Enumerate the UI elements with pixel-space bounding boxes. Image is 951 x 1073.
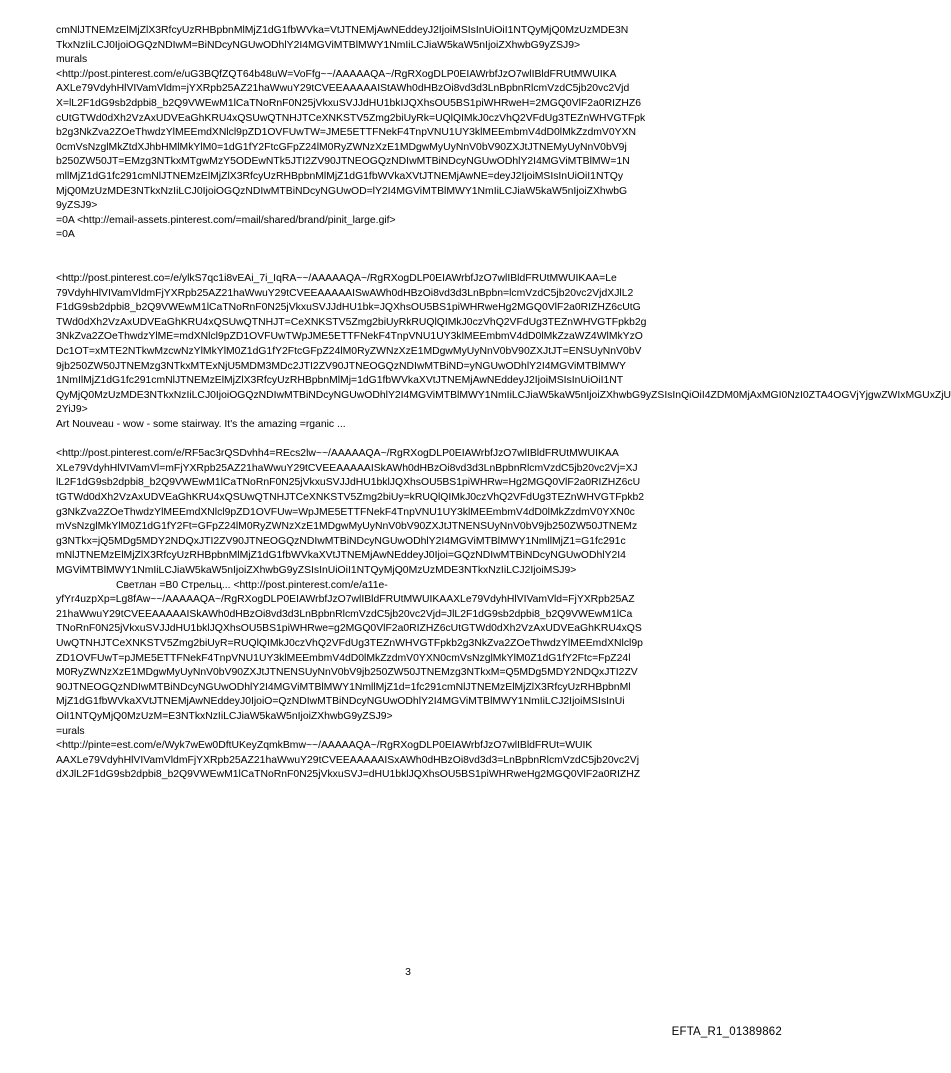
text-line: g3NkZva2ZOeThwdzYlMEEmdXNlcl9pZD1OVFUw=WpJME5ETTFNekF4TnpVNU1UY3klMEEmbmV4dD0lMkZzdmV0YXN0c [56, 506, 635, 518]
text-line: MGViMTBlMWY1NmIiLCJiaW5kaW5nIjoiZXhwbG9yZSIsInUiOiI1NTQyMjQ0MzUzMDE3NTkxNzIiLCJ2IjoiMSJ9> [56, 564, 577, 576]
text-line: yfYr4uzpXp=Lg8fAw~~/AAAAAQA~/RgRXogDLP0EIAWrbfJzO7wlIBldFRUtMWUIKAAXLe79VdyhHlVIVamVld=FjYXRpb25AZ [56, 594, 635, 606]
text-line: TNoRnF0N25jVkxuSVJJdHU1bklJQXhsOU5BS1piWHRwe=g2MGQ0VlF2a0RIZHZ6cUtGTWd0dXh2VzAxUDVEaGhKRU4xQS [56, 623, 642, 635]
text-line: mVsNzglMkYlM0Z1dG1fY2Ft=GFpZ24lM0RyZWNzXzE1MDgwMyUyNnV0bV90ZXJtJTNENSUyNnV0bV9jb250ZW50JTNEMz [56, 521, 638, 533]
text-line: 90JTNEOGQzNDIwMTBiNDcyNGUwODhlY2I4MGViMTBlMWY1NmllMjZ1d=1fc291cmNlJTNEMzElMjZlX3RfcyUzRHBpbnMl [56, 681, 631, 693]
text-line: <http://post.pinterest.com/e/RF5ac3rQSDvhh4=REcs2lw~~/AAAAAQA~/RgRXogDLP0EIAWrbfJzO7wlIBldFRUtMWUIKAA [56, 448, 619, 460]
text-line: M0RyZWNzXzE1MDgwMyUyNnV0bV90ZXJtJTNENSUyNnV0bV9jb250ZW50JTNEMzg3NTkxM=Q5MDg5MDY2NDQxJTI2ZV [56, 667, 638, 679]
text-line: cUtGTWd0dXh2VzAxUDVEaGhKRU4xQSUwQTNHJTCeXNKSTV5Zmg2biUyRk=UQlQIMkJ0czVhQ2VFdUg3TEZnWHVGTFpk [56, 112, 646, 124]
text-line: X=lL2F1dG9sb2dpbi8_b2Q9VWEwM1lCaTNoRnF0N25jVkxuSVJJdHU1bkIJQXhsOU5BS1piWHRweH=2MGQ0VlF2a0RIZHZ6 [56, 97, 641, 109]
email-text-block-1 [56, 24, 766, 243]
text-line: 9jb250ZW50JTNEMzg3NTkxMTExNjU5MDM3MDc2JTI2ZV90JTNEOGQzNDIwMTBiND=yNGUwODhlY2I4MGViMTBlMWY [56, 360, 626, 372]
text-line: mNlJTNEMzElMjZlX3RfcyUzRHBpbnMlMjZ1dG1fbWVkaXVtJTNEMjAwNEddeyJ0Ijoi=GQzNDIwMTBiNDcyNGUwODhlY2I4 [56, 550, 626, 562]
indented-link-line: Светлан =B0 Стрельц... <http://post.pinterest.com/e/a11e- [116, 579, 388, 591]
text-line: 21haWwuY29tCVEEAAAAAISkAWh0dHBzOi8vd3d3LnBpbnRlcmVzdC5jb20vc2Vjd=JlL2F1dG9sb2dpbi8_b2Q9VWEwM1lCa [56, 608, 633, 620]
page-number: 3 [405, 967, 411, 978]
text-line: 1NmIlMjZ1dG1fc291cmNlJTNEMzElMjZlX3RfcyUzRHBpbnMlMj=1dG1fbWVkaXVtJTNEMjAwNEddeyJ2IjoiMSIsInUiOiI1NT [56, 375, 624, 387]
text-line: 0cmVsNzglMkZtdXJhbHMlMkYlM0=1dG1fY2FtcGFpZ24lM0RyZWNzXzE1MDgwMyUyNnV0bV90ZXJtJTNEMyUyNnV0bV9j [56, 141, 627, 153]
text-line: QyMjQ0MzUzMDE3NTkxNzIiLCJ0IjoiOGQzNDIwMTBiNDcyNGUwODhlY2I4MGViMTBlMWY1NmIiLCJiaW5kaW5nIjoiZXhwbG9yZSIsInQiOiI4ZDM0MjAxMGI0NzI0ZTA4OGVjYjgwZWIxMGUxZjU [56, 389, 951, 401]
text-line: TWd0dXh2VzAxUDVEaGhKRU4xQSUwQTNHJT=CeXNKSTV5Zmg2biUyRkRUQlQIMkJ0czVhQ2VFdUg3TEZnWHVGTFpkb2g [56, 316, 647, 328]
blank-gap [56, 433, 766, 448]
text-line: <http://post.pinterest.co=/e/ylkS7qc1i8vEAi_7i_IqRA~~/AAAAAQA~/RgRXogDLP0EIAWrbfJzO7wlIBldFRUtMWUIKAA=Le [56, 273, 617, 285]
text-line: 2YiJ9> [56, 404, 88, 416]
text-line: murals [56, 54, 88, 66]
text-line: b2g3NkZva2ZOeThwdzYlMEEmdXNlcl9pZD1OVFUwTW=JME5ETTFNekF4TnpVNU1UY3klMEEmbmV4dD0lMkZzdmV0YXN [56, 127, 636, 139]
text-line: tGTWd0dXh2VzAxUDVEaGhKRU4xQSUwQTNHJTCeXNKSTV5Zmg2biUy=kRUQlQIMkJ0czVhQ2VFdUg3TEZnWHVGTFpkb2 [56, 492, 645, 503]
text-line: mllMjZ1dG1fc291cmNlJTNEMzElMjZlX3RfcyUzRHBpbnMlMjZ1dG1fbWVkaXVtJTNEMjAwNE=deyJ2IjoiMSIsInUiOiI1NTQy [56, 170, 624, 182]
text-line: OiI1NTQyMjQ0MzUzM=E3NTkxNzIiLCJiaW5kaW5nIjoiZXhwbG9yZSJ9> [56, 710, 393, 722]
text-line: ZD1OVFUwT=pJME5ETTFNekF4TnpVNU1UY3klMEEmbmV4dD0lMkZzdmV0YXN0cmVsNzglMkYlM0Z1dG1fY2Ftc=FpZ24l [56, 652, 631, 664]
email-text-block-4 [56, 593, 766, 783]
text-line: g3NTkx=jQ5MDg5MDY2NDQxJTI2ZV90JTNEOGQzNDIwMTBiNDcyNGUwODhlY2I4MGViMTBlMWY1NmllMjZ1=G1fc291c [56, 535, 626, 547]
text-line: MjZ1dG1fbWVkaXVtJTNEMjAwNEddeyJ0IjoiO=QzNDIwMTBiNDcyNGUwODhlY2I4MGViMTBlMWY1NmIiLCJ2IjoiMSIsInUi [56, 696, 625, 708]
text-line: 79VdyhHlVIVamVldmFjYXRpb25AZ21haWwuY29tCVEEAAAAAISwAWh0dHBzOi8vd3d3LnBpbn=lcmVzdC5jb20vc2VjdXJlL2 [56, 287, 634, 299]
text-line: b250ZW50JT=EMzg3NTkxMTgwMzY5ODEwNTk5JTI2ZV90JTNEOGQzNDIwMTBiNDcyNGUwODhlY2I4MGViMTBlMW=1N [56, 156, 630, 168]
text-line: Art Nouveau - wow - some stairway. It's the amazing =rganic ... [56, 419, 346, 431]
text-line: TkxNzIiLCJ0IjoiOGQzNDIwM=BiNDcyNGUwODhlY2I4MGViMTBlMWY1NmIiLCJiaW5kaW5nIjoiZXhwbG9yZSJ9> [56, 39, 581, 51]
text-line: Dc1OT=xMTE2NTkwMzcwNzYlMkYlM0Z1dG1fY2FtcGFpZ24lM0RyZWNzXzE1MDgwMyUyNnV0bV90ZXJtJT=ENSUyNnV0bV [56, 346, 642, 358]
text-line: <http://post.pinterest.com/e/uG3BQfZQT64b48uW=VoFfg~~/AAAAAQA~/RgRXogDLP0EIAWrbfJzO7wlIBldFRUtMWUIKA [56, 68, 617, 80]
text-line: dXJlL2F1dG9sb2dpbi8_b2Q9VWEwM1lCaTNoRnF0N25jVkxuSVJ=dHU1bklJQXhsOU5BS1piWHRweHg2MGQ0VlF2a0RIZHZ [56, 769, 641, 781]
text-line: =0A <http://email-assets.pinterest.com/=mail/shared/brand/pinit_large.gif> [56, 214, 396, 226]
text-line: AAXLe79VdyhHlVIVamVldmFjYXRpb25AZ21haWwuY29tCVEEAAAAAISxAWh0dHBzOi8vd3d3=LnBpbnRlcmVzdC5jb20vc2Vj [56, 754, 640, 766]
text-line: F1dG9sb2dpbi8_b2Q9VWEwM1lCaTNoRnF0N25jVkxuSVJJdHU1bk=JQXhsOU5BS1piWHRweHg2MGQ0VlF2a0RIZHZ6cUtG [56, 302, 641, 314]
blank-gap [56, 243, 766, 272]
text-line: 3NkZva2ZOeThwdzYlME=mdXNlcl9pZD1OVFUwTWpJME5ETTFNekF4TnpVNU1UY3klMEEmbmV4dD0lMkZzaWZ4WlMkYzO [56, 331, 643, 343]
text-line: <http://pinte=est.com/e/Wyk7wEw0DftUKeyZqmkBmw~~/AAAAAQA~/RgRXogDLP0EIAWrbfJzO7wlIBldFRUt=WUIK [56, 740, 593, 752]
text-line: lL2F1dG9sb2dpbi8_b2Q9VWEwM1lCaTNoRnF0N25jVkxuSVJJdHU1bklJQXhsOU5BS1piWHRw=Hg2MGQ0VlF2a0RIZHZ6cU [56, 477, 641, 489]
email-text-block-3 [56, 447, 766, 578]
text-line: =urals [56, 725, 85, 737]
text-line: 9yZSJ9> [56, 200, 98, 212]
bates-number: EFTA_R1_01389862 [671, 1026, 782, 1038]
email-text-block-2 [56, 272, 951, 433]
text-line: AXLe79VdyhHlVIVamVldm=jYXRpb25AZ21haWwuY29tCVEEAAAAAIStAWh0dHBzOi8vd3d3LnBpbnRlcmVzdC5jb20vc2Vjd [56, 83, 630, 95]
text-line: cmNlJTNEMzElMjZlX3RfcyUzRHBpbnMlMjZ1dG1fbWVka=VtJTNEMjAwNEddeyJ2IjoiMSIsInUiOiI1NTQyMjQ0MzUzMDE3N [56, 25, 629, 36]
text-line: UwQTNHJTCeXNKSTV5Zmg2biUyR=RUQlQIMkJ0czVhQ2VFdUg3TEZnWHVGTFpkb2g3NkZva2ZOeThwdzYlMEEmdXNlcl9p [56, 637, 643, 649]
text-line: XLe79VdyhHlVIVamVl=mFjYXRpb25AZ21haWwuY29tCVEEAAAAAISkAWh0dHBzOi8vd3d3LnBpbnRlcmVzdC5jb20vc2Vj=XJ [56, 462, 638, 474]
text-line: MjQ0MzUzMDE3NTkxNzIiLCJ0IjoiOGQzNDIwMTBiNDcyNGUwOD=lY2I4MGViMTBlMWY1NmIiLCJiaW5kaW5nIjoiZXhwbG [56, 185, 628, 197]
document-body [56, 24, 951, 783]
text-line: =0A [56, 229, 75, 241]
